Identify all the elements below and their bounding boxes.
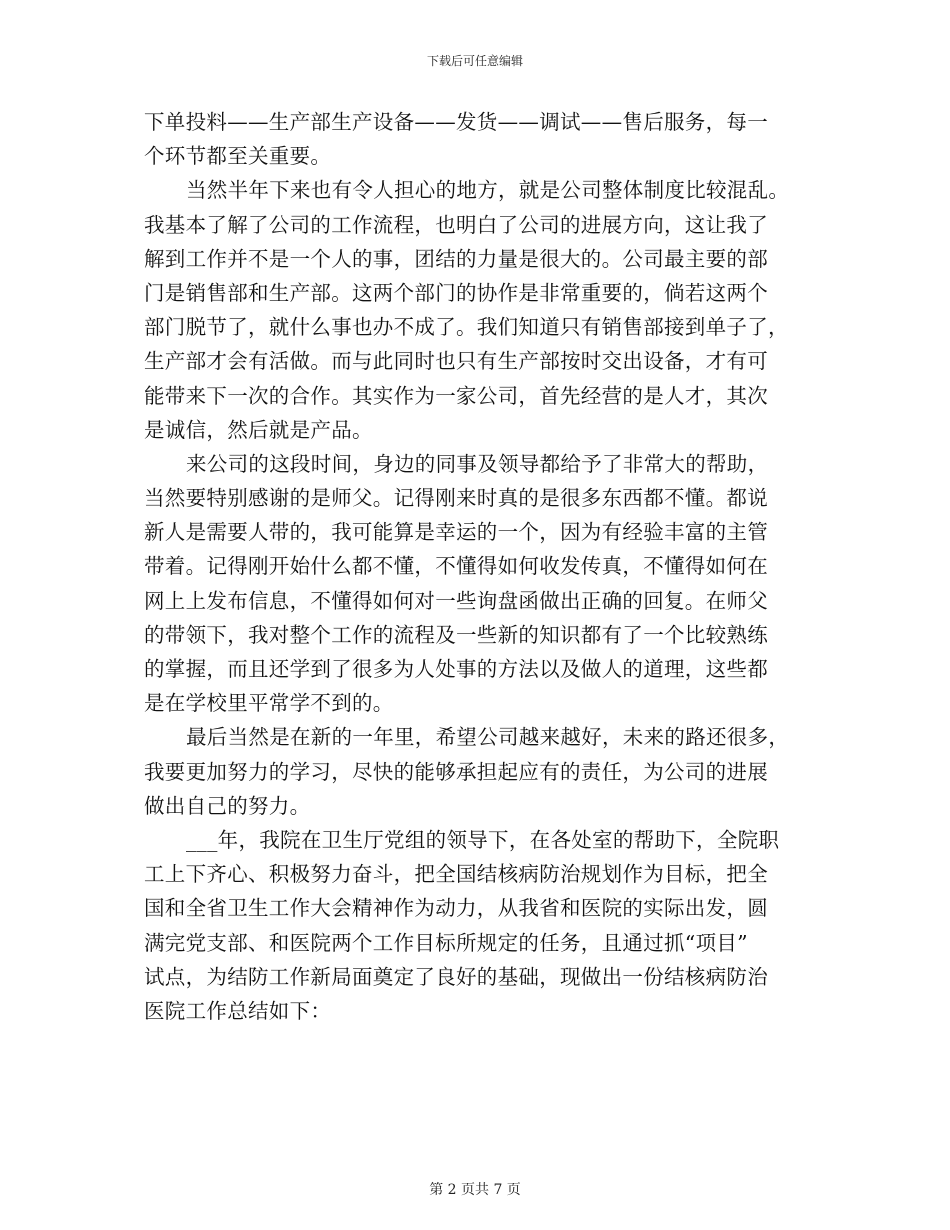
paragraph-3: [144, 447, 812, 721]
page-footer: 第 2 页共 7 页: [429, 1182, 521, 1198]
text-line: 生产部才会有活做。而与此同时也只有生产部按时交出设备，才有可: [144, 349, 768, 374]
text-line: 新人是需要人带的，我可能算是幸运的一个，因为有经验丰富的主管: [144, 520, 768, 545]
text-line: 的掌握，而且还学到了很多为人处事的方法以及做人的道理，这些都: [144, 657, 768, 681]
text-line: 个环节都至关重要。: [144, 144, 332, 169]
text-line: 试点，为结防工作新局面奠定了良好的基础，现做出一份结核病防治: [144, 964, 768, 989]
text-line: 来公司的这段时间，身边的同事及领导都给予了非常大的帮助，: [186, 451, 769, 476]
paragraph-1: [144, 105, 812, 173]
text-line: 部门脱节了，就什么事也办不成了。我们知道只有销售部接到单子了，: [144, 315, 789, 340]
text-line: 的带领下，我对整个工作的流程及一些新的知识都有了一个比较熟练: [144, 622, 768, 647]
text-line: 最后当然是在新的一年里，希望公司越来越好，未来的路还很多，: [186, 725, 790, 750]
text-line: 网上上发布信息，不懂得如何对一些询盘函做出正确的回复。在师父: [144, 588, 768, 613]
text-line: 是在学校里平常学不到的。: [144, 691, 394, 716]
text-line: 我基本了解了公司的工作流程，也明白了公司的进展方向，这让我了: [144, 212, 768, 237]
text-line: 下单投料——生产部生产设备——发货——调试——售后服务，每一: [144, 110, 768, 134]
text-line: 能带来下一次的合作。其实作为一家公司，首先经营的是人才，其次: [144, 383, 768, 408]
text-line: 是诚信，然后就是产品。: [144, 417, 373, 442]
text-line: 做出自己的努力。: [144, 793, 311, 818]
text-line: 当然半年下来也有令人担心的地方，就是公司整体制度比较混乱。: [186, 178, 790, 203]
page-header: 下载后可任意编辑: [426, 54, 523, 68]
text-line: 我要更加努力的学习，尽快的能够承担起应有的责任，为公司的进展: [144, 759, 768, 784]
text-line: 国和全省卫生工作大会精神作为动力，从我省和医院的实际出发，圆: [144, 896, 768, 921]
document-body: [144, 105, 812, 1028]
paragraph-4: [144, 720, 812, 823]
text-line: 满完党支部、和医院两个工作目标所规定的任务，且通过抓“项目”: [144, 930, 748, 955]
text-line: 医院工作总结如下：: [144, 998, 332, 1023]
text-line: 工上下齐心、积极努力奋斗，把全国结核病防治规划作为目标，把全: [144, 862, 768, 887]
text-line: ___年，我院在卫生厅党组的领导下，在各处室的帮助下，全院职: [186, 827, 780, 852]
text-line: 带着。记得刚开始什么都不懂，不懂得如何收发传真，不懂得如何在: [144, 554, 768, 579]
text-line: 当然要特别感谢的是师父。记得刚来时真的是很多东西都不懂。都说: [144, 486, 768, 511]
text-line: 解到工作并不是一个人的事，团结的力量是很大的。公司最主要的部: [144, 246, 768, 271]
text-line: 门是销售部和生产部。这两个部门的协作是非常重要的，倘若这两个: [144, 280, 768, 305]
paragraph-5: [144, 823, 812, 1028]
paragraph-2: [144, 173, 812, 447]
